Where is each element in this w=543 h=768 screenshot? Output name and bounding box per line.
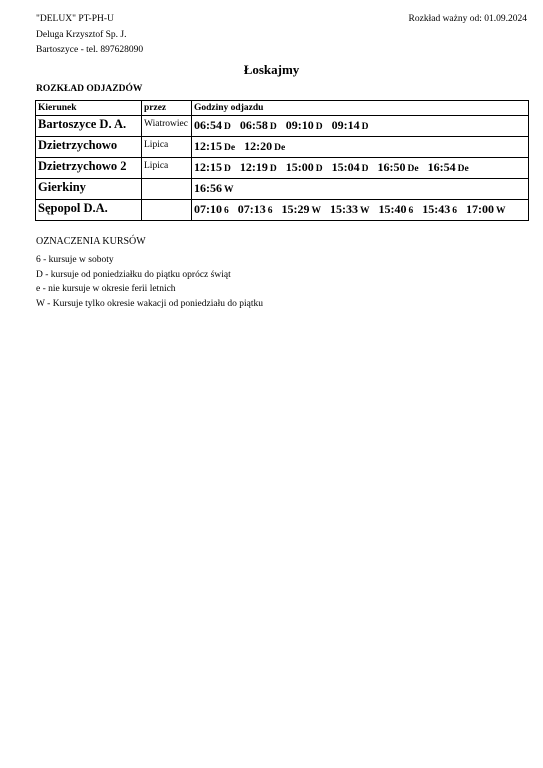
time-value: 12:15 bbox=[194, 160, 222, 174]
time-value: 06:58 bbox=[239, 118, 268, 132]
direction-cell: Dzietrzychowo bbox=[36, 137, 142, 158]
departure-time bbox=[332, 116, 369, 136]
via-cell bbox=[142, 179, 192, 200]
company-contact: Bartoszyce - tel. 897628090 bbox=[36, 45, 144, 55]
departure-time bbox=[330, 200, 370, 220]
timetable-row bbox=[36, 200, 529, 221]
legend-item: D - kursuje od poniedziałku do piątku oprócz świąt bbox=[36, 269, 231, 280]
departure-time bbox=[194, 137, 235, 157]
via-cell: Lipica bbox=[142, 158, 192, 179]
valid-from: Rozkład ważny od: 01.09.2024 bbox=[408, 14, 527, 24]
times-cell bbox=[192, 179, 529, 200]
via-cell: Lipica bbox=[142, 137, 192, 158]
course-code: D bbox=[315, 122, 323, 132]
timetable bbox=[35, 100, 529, 221]
time-value: 15:33 bbox=[330, 202, 358, 216]
time-value: 15:04 bbox=[331, 160, 360, 174]
departure-time bbox=[286, 158, 323, 178]
course-code: 6 bbox=[408, 206, 414, 216]
time-value: 15:00 bbox=[285, 160, 314, 174]
course-code: D bbox=[224, 164, 231, 174]
time-value: 12:15 bbox=[194, 139, 222, 153]
departure-time bbox=[240, 116, 277, 136]
departure-time bbox=[240, 158, 277, 178]
via-cell bbox=[142, 200, 192, 221]
section-title: ROZKŁAD ODJAZDÓW bbox=[36, 84, 143, 94]
course-code: D bbox=[361, 164, 369, 174]
departure-time bbox=[428, 158, 469, 178]
course-code: D bbox=[224, 122, 231, 132]
time-value: 09:14 bbox=[331, 118, 360, 132]
course-code: D bbox=[361, 122, 369, 132]
course-code: 6 bbox=[267, 206, 273, 216]
legend-list bbox=[36, 253, 263, 311]
time-value: 06:54 bbox=[194, 118, 222, 132]
course-code: D bbox=[315, 164, 323, 174]
legend-item: W - Kursuje tylko okresie wakacji od poniedziału do piątku bbox=[36, 298, 263, 309]
direction-cell: Gierkiny bbox=[36, 179, 142, 200]
direction-cell: Sępopol D.A. bbox=[36, 200, 142, 221]
departure-time bbox=[194, 179, 234, 199]
departure-time bbox=[332, 158, 369, 178]
timetable-row bbox=[36, 158, 529, 179]
timetable-row bbox=[36, 137, 529, 158]
col-header-direction: Kierunek bbox=[36, 101, 142, 116]
time-value: 15:40 bbox=[378, 202, 407, 216]
course-code: W bbox=[496, 206, 506, 216]
stop-title: Łoskajmy bbox=[243, 62, 300, 77]
time-value: 15:43 bbox=[422, 202, 451, 216]
timetable-header-row bbox=[36, 101, 529, 116]
course-code: 6 bbox=[224, 206, 229, 216]
time-value: 15:29 bbox=[281, 202, 310, 216]
time-value: 07:10 bbox=[194, 202, 222, 216]
times-cell bbox=[192, 116, 529, 137]
departure-time bbox=[422, 200, 457, 220]
departure-time bbox=[282, 200, 322, 220]
timetable-row bbox=[36, 116, 529, 137]
departure-time bbox=[238, 200, 273, 220]
company-name: "DELUX" PT-PH-U bbox=[36, 14, 114, 24]
departure-time bbox=[466, 200, 506, 220]
departure-time bbox=[194, 116, 231, 136]
departure-time bbox=[286, 116, 323, 136]
time-value: 12:20 bbox=[244, 139, 273, 153]
times-cell bbox=[192, 158, 529, 179]
legend-item: 6 - kursuje w soboty bbox=[36, 255, 114, 265]
legend-title: OZNACZENIA KURSÓW bbox=[36, 236, 146, 247]
departure-time bbox=[378, 158, 419, 178]
course-code: De bbox=[274, 143, 286, 153]
course-code: 6 bbox=[452, 206, 457, 216]
course-code: W bbox=[224, 185, 234, 195]
via-cell: Wiatrowiec bbox=[142, 116, 192, 137]
course-code: W bbox=[311, 206, 321, 216]
departure-time bbox=[244, 137, 285, 157]
legend-item: e - nie kursuje w okresie ferii letnich bbox=[36, 284, 176, 294]
col-header-via: przez bbox=[142, 101, 192, 116]
company-info bbox=[36, 12, 143, 59]
departure-time bbox=[194, 158, 231, 178]
time-value: 12:19 bbox=[239, 160, 268, 174]
course-code: De bbox=[457, 164, 469, 174]
departure-time bbox=[379, 200, 414, 220]
departure-time bbox=[194, 200, 229, 220]
course-code: De bbox=[224, 143, 236, 153]
time-value: 17:00 bbox=[466, 202, 494, 216]
time-value: 16:50 bbox=[377, 160, 406, 174]
course-code: D bbox=[269, 164, 277, 174]
course-code: De bbox=[407, 164, 419, 174]
direction-cell: Dzietrzychowo 2 bbox=[36, 158, 142, 179]
timetable-row bbox=[36, 179, 529, 200]
times-cell bbox=[192, 200, 529, 221]
time-value: 16:54 bbox=[427, 160, 456, 174]
time-value: 16:56 bbox=[194, 181, 222, 195]
times-cell bbox=[192, 137, 529, 158]
company-owner: Deluga Krzysztof Sp. J. bbox=[36, 29, 127, 40]
course-code: D bbox=[269, 122, 277, 132]
course-code: W bbox=[360, 206, 370, 216]
time-value: 07:13 bbox=[237, 202, 266, 216]
direction-cell: Bartoszyce D. A. bbox=[36, 116, 142, 137]
col-header-times: Godziny odjazdu bbox=[192, 101, 529, 116]
time-value: 09:10 bbox=[285, 118, 314, 132]
